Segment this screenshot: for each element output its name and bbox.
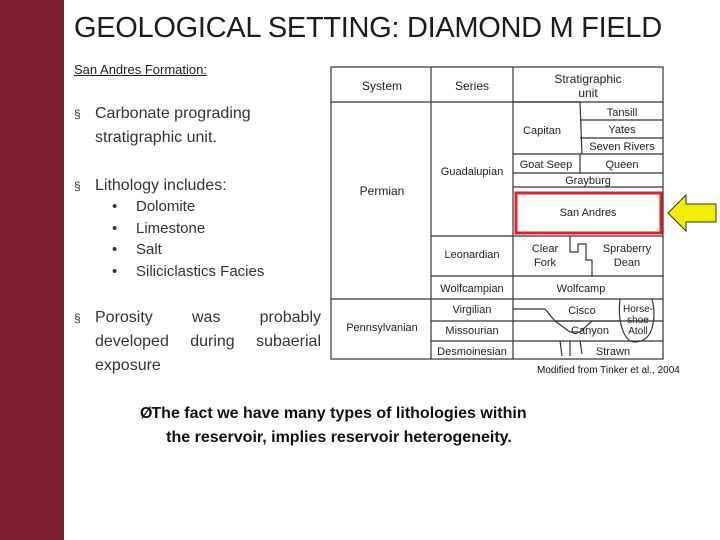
unit-horseshoe-3: Atoll bbox=[628, 326, 648, 337]
header-series: Series bbox=[454, 79, 490, 93]
unit-tansill: Tansill bbox=[606, 107, 638, 119]
conclusion-text: The fact we have many types of lithologies within the reservoir, implies reservoir heterogeneity. bbox=[151, 405, 527, 446]
bullet-text: Porosity was probably developed during subaerial exposure bbox=[95, 309, 321, 374]
sub-bullet-text: Salt bbox=[136, 241, 162, 258]
system-pennsylvanian: Pennsylvanian bbox=[346, 322, 418, 334]
sub-bullet-text: Siliciclastics Facies bbox=[136, 263, 265, 280]
header-unit-line1: Stratigraphic bbox=[554, 72, 622, 86]
unit-cisco: Cisco bbox=[568, 305, 596, 317]
series-virgilian: Virgilian bbox=[452, 304, 492, 316]
series-desmoinesian: Desmoinesian bbox=[437, 346, 507, 358]
unit-spraberry-2: Dean bbox=[613, 257, 641, 269]
bullet-marker: § bbox=[74, 179, 81, 193]
sub-bullet-text: Dolomite bbox=[136, 198, 196, 215]
header-unit-line2: unit bbox=[578, 86, 598, 100]
unit-strawn: Strawn bbox=[595, 346, 631, 358]
unit-queen: Queen bbox=[605, 159, 639, 171]
unit-yates: Yates bbox=[608, 124, 636, 136]
unit-horseshoe-1: Horse- bbox=[622, 304, 654, 315]
sub-bullet-text: Limestone bbox=[136, 220, 206, 237]
unit-canyon: Canyon bbox=[571, 325, 609, 337]
unit-horseshoe-2: shoe bbox=[627, 315, 649, 326]
bullet-text: Lithology includes: bbox=[95, 177, 227, 194]
unit-grayburg: Grayburg bbox=[565, 175, 611, 187]
system-permian: Permian bbox=[359, 184, 405, 198]
unit-wolfcamp: Wolfcamp bbox=[556, 283, 606, 295]
bullet-marker: § bbox=[74, 311, 81, 325]
conclusion-marker: Ø bbox=[140, 405, 153, 422]
header-system: System bbox=[361, 79, 403, 93]
series-guadalupian: Guadalupian bbox=[440, 166, 504, 178]
stratigraphic-column bbox=[330, 66, 664, 360]
series-missourian: Missourian bbox=[445, 325, 499, 337]
unit-san-andres: San Andres bbox=[559, 207, 617, 219]
bullet-text: Carbonate prograding stratigraphic unit. bbox=[95, 105, 251, 146]
unit-spraberry-1: Spraberry bbox=[602, 243, 652, 255]
unit-capitan: Capitan bbox=[523, 125, 561, 137]
series-wolfcampian: Wolfcampian bbox=[440, 283, 504, 295]
sub-bullet-marker: • bbox=[112, 198, 118, 215]
unit-clear-fork-1: Clear bbox=[531, 243, 559, 255]
sub-bullet-marker: • bbox=[112, 241, 118, 258]
unit-seven-rivers: Seven Rivers bbox=[589, 141, 655, 153]
sub-bullet-marker: • bbox=[112, 263, 118, 280]
series-leonardian: Leonardian bbox=[444, 249, 500, 261]
pointer-arrow-icon bbox=[666, 193, 718, 233]
sub-bullet-marker: • bbox=[112, 220, 118, 237]
accent-sidebar bbox=[0, 0, 64, 540]
unit-goat-seep: Goat Seep bbox=[519, 159, 573, 171]
unit-clear-fork-2: Fork bbox=[534, 257, 556, 269]
bullet-marker: § bbox=[74, 107, 81, 121]
slide-subtitle: San Andres Formation: bbox=[74, 62, 207, 77]
figure-credit: Modified from Tinker et al., 2004 bbox=[537, 365, 680, 376]
slide-title: GEOLOGICAL SETTING: DIAMOND M FIELD bbox=[74, 12, 662, 44]
